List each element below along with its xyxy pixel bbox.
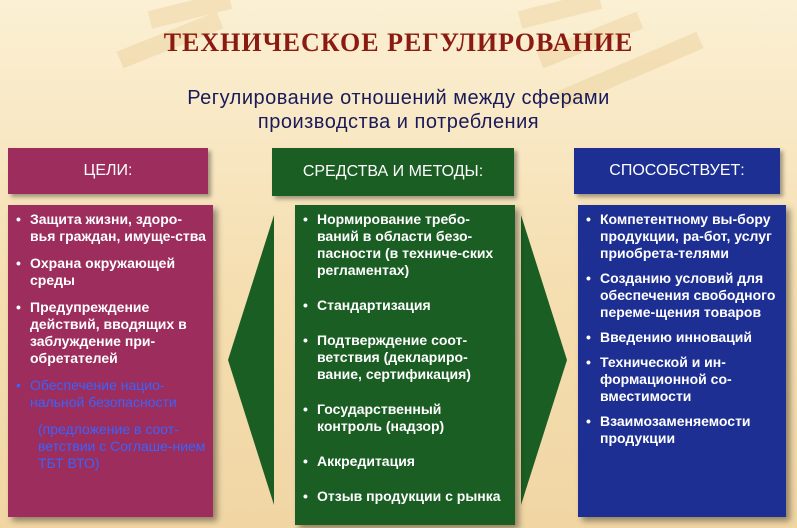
promotes-header: СПОСОБСТВУЕТ: [574,148,780,194]
promotes-item: • Взаимозаменяемости продукции [600,413,780,447]
goal-item: • Защита жизни, здоро-вья граждан, имуще-ства [30,211,207,245]
goal-item: • Охрана окружающей среды [30,255,207,289]
goals-box [8,205,213,517]
right-arrow-icon [519,215,569,505]
promotes-item: • Технической и ин-формационной со-вместимости [600,354,780,405]
means-item: • Подтверждение соот-ветствия (деклариро-вание, сертификация) [317,332,509,383]
page-subtitle: Регулирование отношений между сферами производства и потребления [187,87,610,133]
goal-item: • Предупреждение действий, вводящих в заблуждение при-обретателей [30,299,207,367]
means-item: • Нормирование требо-ваний в области безо-пасности (в техниче-ских регламентах) [317,211,509,279]
promotes-box [578,205,786,517]
means-item: • Отзыв продукции с рынка [317,488,509,505]
promotes-item: • Компетентному вы-бору продукции, ра-бот, услуг приобрета-телями [600,211,780,262]
means-header: СРЕДСТВА И МЕТОДЫ: [272,148,514,196]
promotes-item: • Введению инноваций [600,329,780,346]
goals-header: ЦЕЛИ: [8,148,208,194]
means-item: • Стандартизация [317,297,509,314]
means-item: • Аккредитация [317,453,509,470]
page-title: ТЕХНИЧЕСКОЕ РЕГУЛИРОВАНИЕ [163,28,634,57]
means-box [295,205,515,525]
means-item: • Государственный контроль (надзор) [317,401,509,435]
promotes-item: • Созданию условий для обеспечения свободного переме-щения товаров [600,270,780,321]
goal-note: (предложение в соот-ветствии с Соглаше-нием ТБТ ВТО) [38,421,206,471]
goal-item: • Обеспечение нацио-нальной безопасности [30,377,207,411]
left-arrow-icon [228,215,278,505]
